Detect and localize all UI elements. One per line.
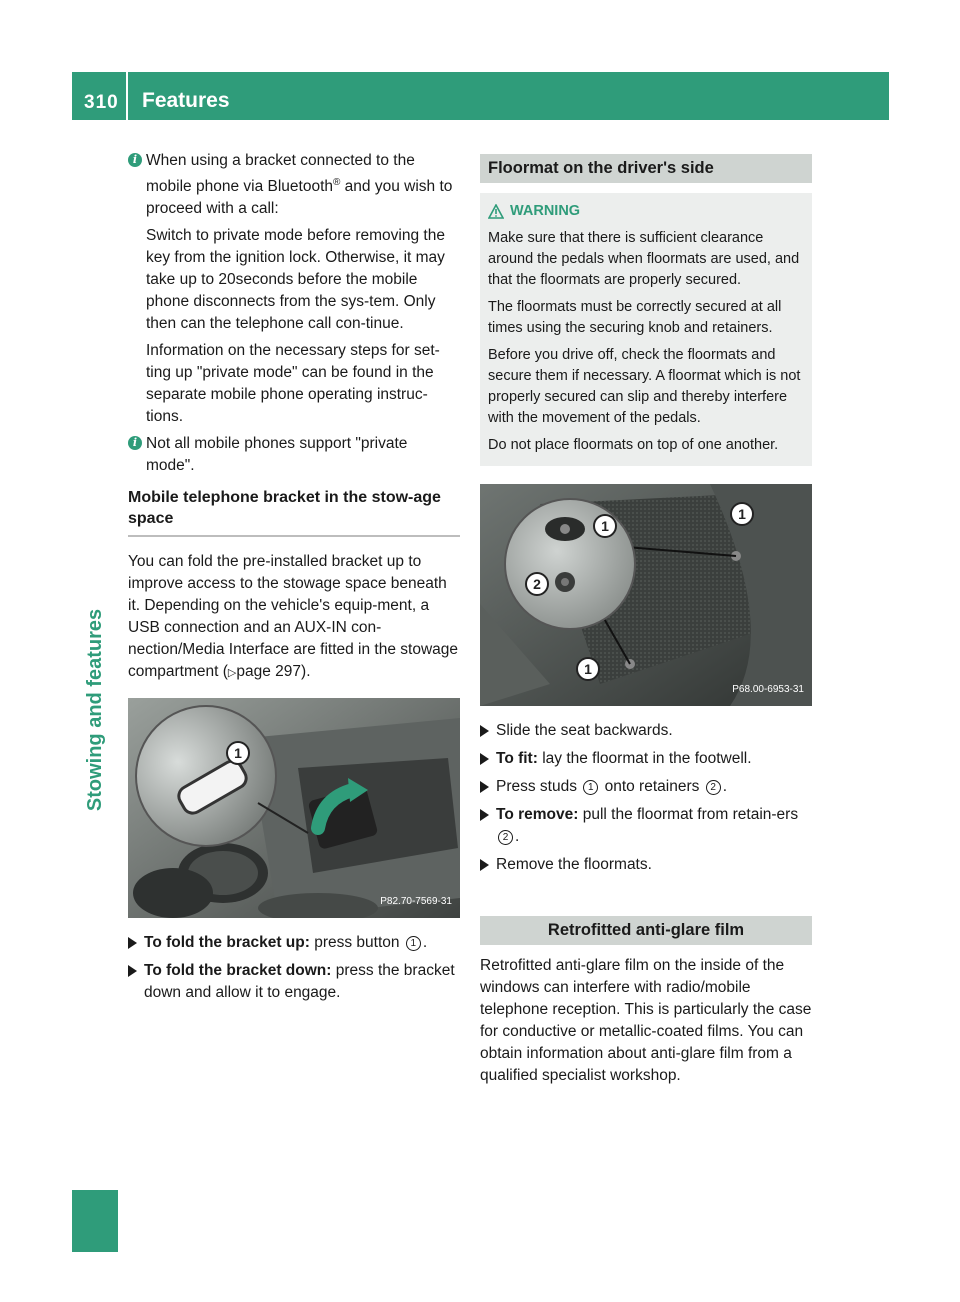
callout-number: 2 — [706, 780, 721, 795]
warning-paragraph: The floormats must be correctly secured at all times using the securing knob and retainers. — [488, 299, 782, 336]
info-icon: i — [128, 153, 142, 167]
right-column — [480, 150, 812, 1092]
callout-number: 2 — [498, 830, 513, 845]
info-paragraph: Switch to private mode before removing the key from the ignition lock. Otherwise, it may take up to 20seconds before the mobile phone disconnects from the sys-tem. Only then can the telephone call con-tinue. — [146, 227, 445, 333]
info-icon: i — [128, 436, 142, 450]
svg-text:1: 1 — [584, 661, 592, 677]
warning-paragraph: Make sure that there is sufficient clearance around the pedals when floormats are used, and that the floormats are properly secured. — [488, 230, 800, 288]
callout-number: 1 — [583, 780, 598, 795]
warning-paragraph: Do not place floormats on top of one another. — [488, 437, 779, 453]
figure-code: P82.70-7569-31 — [380, 896, 452, 908]
left-column — [128, 150, 460, 1010]
svg-text:1: 1 — [738, 506, 746, 522]
arrow-right-icon — [480, 809, 489, 821]
header-divider — [126, 72, 128, 120]
warning-triangle-icon — [488, 204, 504, 219]
warning-box — [480, 193, 812, 466]
body-text: Retrofitted anti-glare film on the inside of the windows can interfere with radio/mobile telephone reception. This is particularly the case for conductive or metallic-coated films. You can obtain information about anti-glare film from a qualified specialist workshop. — [480, 957, 812, 1084]
instruction-step: To remove: pull the floormat from retain-ers 2 . — [480, 804, 812, 848]
side-tab-marker — [72, 1190, 118, 1252]
info-paragraph: Information on the necessary steps for set-ting up "private mode" can be found in the separate mobile phone operating instruc-tions. — [146, 342, 440, 426]
chapter-title: Features — [142, 89, 230, 112]
svg-text:2: 2 — [533, 576, 541, 592]
page-reference[interactable]: page 297 — [236, 663, 302, 681]
instruction-list — [128, 932, 460, 1004]
callout-number: 1 — [406, 936, 421, 951]
warning-paragraph: Before you drive off, check the floormats and secure them if necessary. A floormat which is not properly secured can slip and thereby interfere with the movement of the pedals. — [488, 347, 801, 426]
figure-code: P68.00-6953-31 — [732, 684, 804, 695]
bracket-figure — [128, 698, 460, 918]
body-text: You can fold the pre-installed bracket up to improve access to the stowage space beneath it. Depending on the vehicle's equip-ment, a USB connection and an AUX-IN con-nection/Media Interface are fitted in the stowage compartment (▷page 297). — [128, 553, 459, 681]
page-ref-triangle-icon: ▷ — [227, 667, 237, 680]
svg-text:1: 1 — [601, 518, 609, 534]
page-number: 310 — [84, 92, 119, 113]
instruction-step: To fold the bracket up: press button 1 . — [128, 932, 460, 954]
instruction-step: Press studs 1 onto retainers 2 . — [480, 776, 812, 798]
instruction-list — [480, 720, 812, 876]
arrow-right-icon — [480, 781, 489, 793]
arrow-right-icon — [480, 859, 489, 871]
section-heading: Floormat on the driver's side — [480, 154, 812, 183]
page-header — [72, 72, 889, 120]
arrow-right-icon — [128, 965, 137, 977]
arrow-right-icon — [128, 937, 137, 949]
instruction-step: To fit: lay the floormat in the footwell. — [480, 748, 812, 770]
instruction-step: Slide the seat backwards. — [480, 720, 812, 742]
floormat-figure — [480, 484, 812, 706]
arrow-right-icon — [480, 725, 489, 737]
info-note: i When using a bracket connected to the mobile phone via Bluetooth® and you wish to proceed with a call: Switch to private mode before removing the key from the ignition lock. Otherwise, it may take up to 20seconds before the mobile phone disconnects from the sys-tem. Only then can the telephone call con-tinue. Information on the necessary steps for set-ting up "private mode" can be found in the separate mobile phone operating instruc-tions. — [128, 150, 460, 428]
info-note: i Not all mobile phones support "private mode". — [128, 433, 460, 477]
section-heading: Mobile telephone bracket in the stow-age space — [128, 487, 460, 537]
warning-title: WARNING — [510, 203, 581, 219]
instruction-step: Remove the floormats. — [480, 854, 812, 876]
arrow-right-icon — [480, 753, 489, 765]
instruction-step: To fold the bracket down: press the bracket down and allow it to engage. — [128, 960, 460, 1004]
svg-text:1: 1 — [234, 745, 242, 762]
side-tab-label: Stowing and features — [84, 608, 106, 812]
section-heading: Retrofitted anti-glare film — [480, 916, 812, 945]
